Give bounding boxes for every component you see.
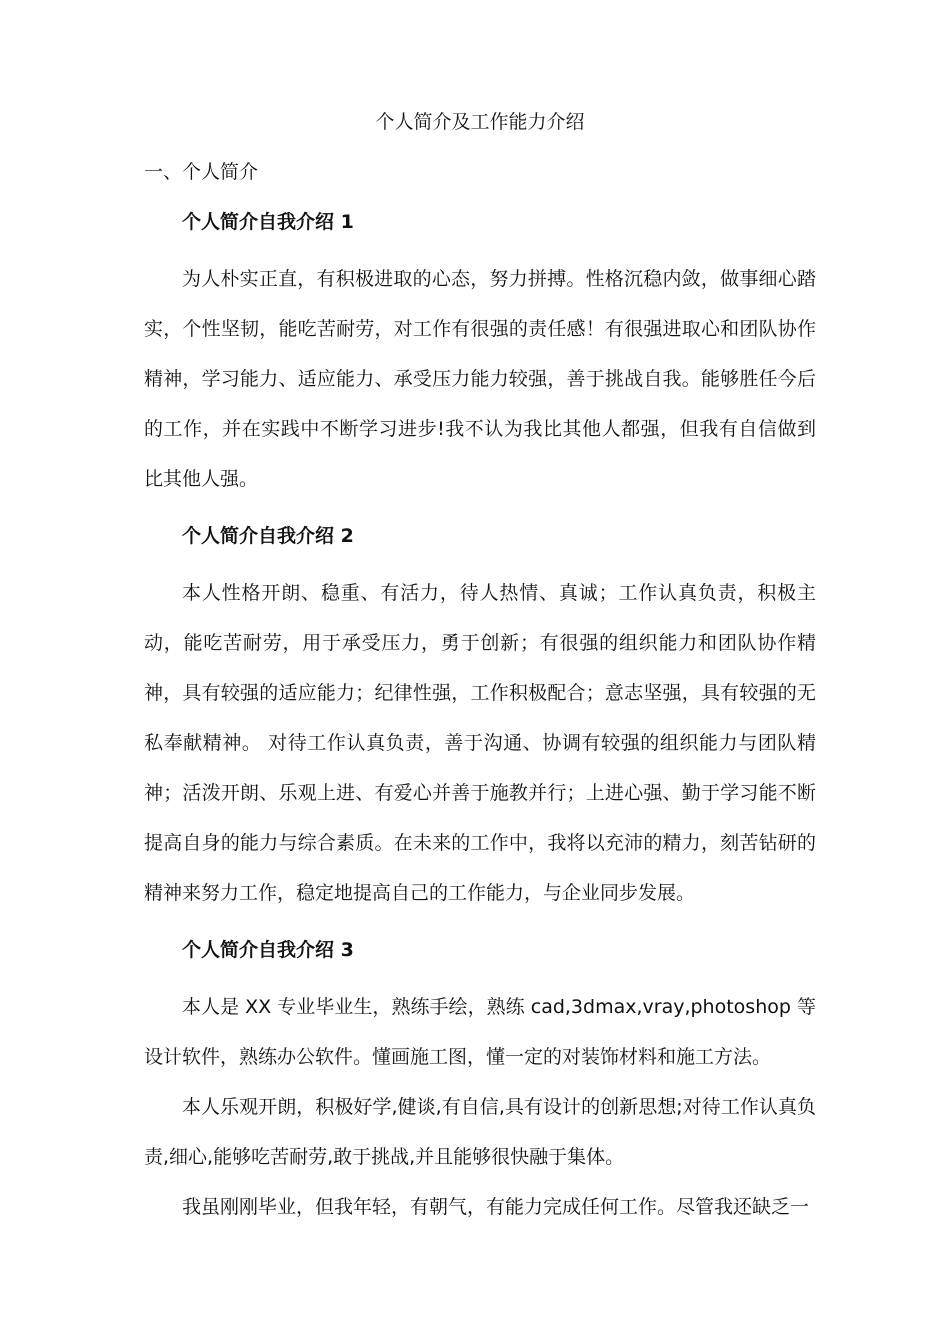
intro-2-heading: 个人简介自我介绍 2 (182, 525, 354, 547)
document-body (144, 104, 816, 1232)
intro-1-paragraph: 为人朴实正直，有积极进取的心态，努力拼搏。性格沉稳内敛，做事细心踏实，个性坚韧，能吃苦耐劳，对工作有很强的责任感！有很强进取心和团队协作精神，学习能力、适应能力、承受压力能力较强，善于挑战自我。能够胜任今后的工作，并在实践中不断学习进步!我不认为我比其他人都强，但我有自信做到比其他人强。 (144, 268, 816, 490)
intro-3-paragraph-2: 本人乐观开朗，积极好学,健谈,有自信,具有设计的创新思想;对待工作认真负责,细心,能够吃苦耐劳,敢于挑战,并且能够很快融于集体。 (144, 1096, 816, 1168)
document-title: 个人简介及工作能力介绍 (375, 111, 585, 133)
intro-3-paragraph-3: 我虽刚刚毕业，但我年轻，有朝气，有能力完成任何工作。尽管我还缺乏一 (182, 1196, 810, 1218)
intro-3-heading: 个人简介自我介绍 3 (182, 939, 354, 961)
intro-3-paragraph-1: 本人是 XX 专业毕业生，熟练手绘，熟练 cad,3dmax,vray,photoshop 等设计软件，熟练办公软件。懂画施工图，懂一定的对装饰材料和施工方法。 (144, 996, 816, 1068)
intro-1-heading: 个人简介自我介绍 1 (182, 211, 354, 233)
intro-2-paragraph: 本人性格开朗、稳重、有活力，待人热情、真诚；工作认真负责，积极主动，能吃苦耐劳，用于承受压力，勇于创新；有很强的组织能力和团队协作精神，具有较强的适应能力；纪律性强，工作积极配合；意志坚强，具有较强的无私奉献精神。 对待工作认真负责，善于沟通、协调有较强的组织能力与团队精神；活泼开朗、乐观上进、有爱心并善于施教并行；上进心强、勤于学习能不断提高自身的能力与综合素质。在未来的工作中，我将以充沛的精力，刻苦钻研的精神来努力工作，稳定地提高自己的工作能力，与企业同步发展。 (144, 582, 816, 904)
section-heading: 一、个人简介 (144, 161, 259, 183)
